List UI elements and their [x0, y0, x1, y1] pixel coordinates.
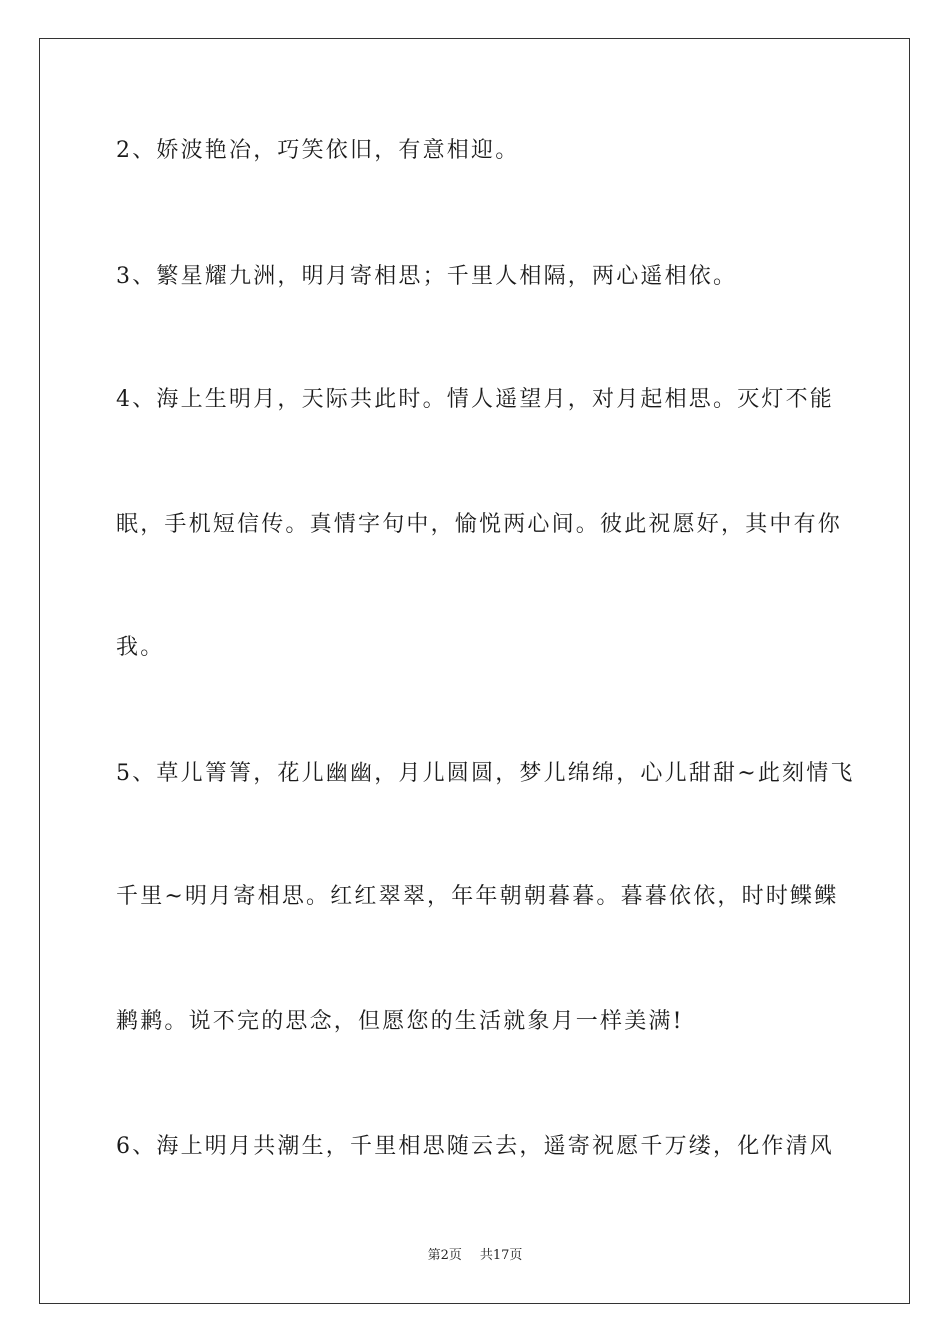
text-line: 鹣鹣。说不完的思念，但愿您的生活就象月一样美满!: [116, 1009, 684, 1034]
page-border: [39, 38, 910, 1304]
text-line: 千里~明月寄相思。红红翠翠，年年朝朝暮暮。暮暮依依，时时鲽鲽: [116, 884, 839, 909]
text-line: 5、草儿箐箐，花儿幽幽，月儿圆圆，梦儿绵绵，心儿甜甜~此刻情飞: [116, 761, 855, 786]
text-line: 眠，手机短信传。真情字句中，愉悦两心间。彼此祝愿好，其中有你: [116, 512, 843, 537]
page-footer: [0, 1244, 950, 1263]
text-line: 4、海上生明月，天际共此时。情人遥望月，对月起相思。灭灯不能: [116, 387, 834, 412]
total-pages: 共17页: [479, 1248, 523, 1263]
text-line: 3、繁星耀九洲，明月寄相思；千里人相隔，两心遥相依。: [116, 264, 738, 289]
text-line: 6、海上明月共潮生，千里相思随云去，遥寄祝愿千万缕，化作清风: [116, 1134, 834, 1159]
text-line: 我。: [116, 635, 165, 660]
text-line: 2、娇波艳冶，巧笑依旧，有意相迎。: [116, 138, 520, 163]
page-number: 第2页: [427, 1248, 462, 1263]
